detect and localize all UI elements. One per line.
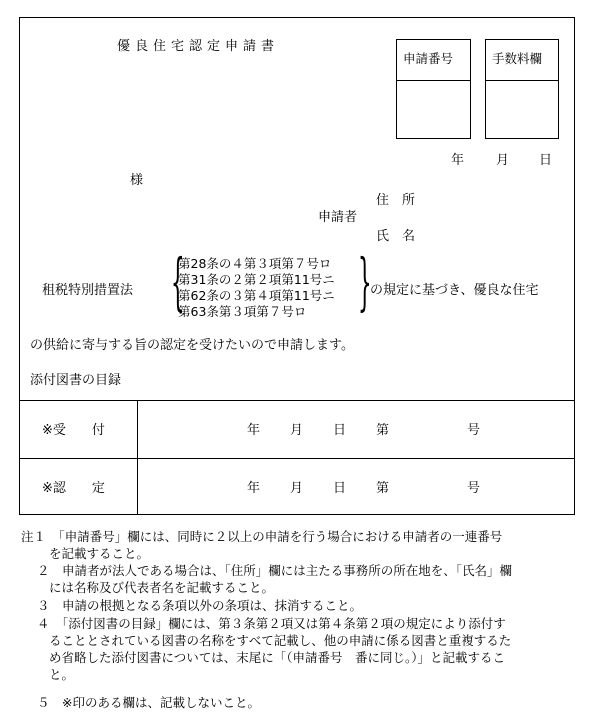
certification-year: 年 [247, 481, 261, 496]
certification-label: ※認 定 [42, 481, 105, 496]
certification-no-prefix: 第 [376, 481, 390, 496]
certification-month: 月 [290, 481, 304, 496]
note-5: ５ ※印のある欄は、記載しないこと。 [37, 695, 260, 710]
law-name: 租税特別措置法 [42, 283, 134, 298]
applicant-label: 申請者 [318, 210, 358, 225]
reception-day: 日 [333, 423, 347, 438]
date-year: 年 [451, 153, 465, 168]
attachments-heading: 添付図書の目録 [30, 373, 122, 388]
note-1-line-2: を記載すること。 [49, 546, 150, 561]
application-number-label: 申請番号 [403, 51, 454, 66]
provision-2: 第31条の２第２項第11号ニ [178, 272, 335, 287]
right-brace: } [357, 245, 372, 318]
reception-label: ※受 付 [42, 423, 105, 438]
provision-3: 第62条の３第４項第11号ニ [178, 288, 335, 303]
reception-year: 年 [247, 423, 261, 438]
note-2-line-2: には名称及び代表者名を記載すること。 [49, 580, 275, 595]
provision-1: 第28条の４第３項第７号ロ [178, 256, 332, 271]
note-1-line-1: 注１ 「申請番号」欄には、同時に２以上の申請を行う場合における申請者の一連番号 [21, 529, 503, 544]
note-4-line-3: め省略した添付図書については、末尾に「（申請番号 番に同じ。）」と記載するこ [49, 650, 506, 665]
reception-month: 月 [290, 423, 304, 438]
addressee-suffix: 様 [130, 173, 144, 188]
note-4-line-2: ることとされている図書の名称をすべて記載し、他の申請に係る図書と重複するた [49, 633, 512, 648]
form-title: 優良住宅認定申請書 [117, 39, 280, 54]
provision-4: 第63条第３項第７号ロ [178, 304, 307, 319]
left-brace: { [170, 245, 185, 318]
note-4-line-1: ４ 「添付図書の目録」欄には、第３条第２項又は第４条第２項の規定により添付す [37, 616, 506, 631]
certification-day: 日 [333, 481, 347, 496]
body-text: の供給に寄与する旨の認定を受けたいので申請します。 [30, 338, 354, 353]
provision-suffix: の規定に基づき、優良な住宅 [370, 283, 539, 298]
note-4-line-4: と。 [49, 667, 75, 682]
date-month: 月 [496, 153, 510, 168]
fee-label: 手数料欄 [492, 51, 543, 66]
date-day: 日 [539, 153, 553, 168]
note-2-line-1: ２ 申請者が法人である場合は、「住所」欄には主たる事務所の所在地を、「氏名」欄 [37, 563, 513, 578]
reception-no-prefix: 第 [376, 423, 390, 438]
note-3: ３ 申請の根拠となる条項以外の条項は、抹消すること。 [37, 598, 363, 613]
applicant-address-label: 住 所 [376, 193, 416, 208]
certification-no-suffix: 号 [467, 481, 481, 496]
applicant-name-label: 氏 名 [376, 229, 416, 244]
reception-no-suffix: 号 [467, 423, 481, 438]
